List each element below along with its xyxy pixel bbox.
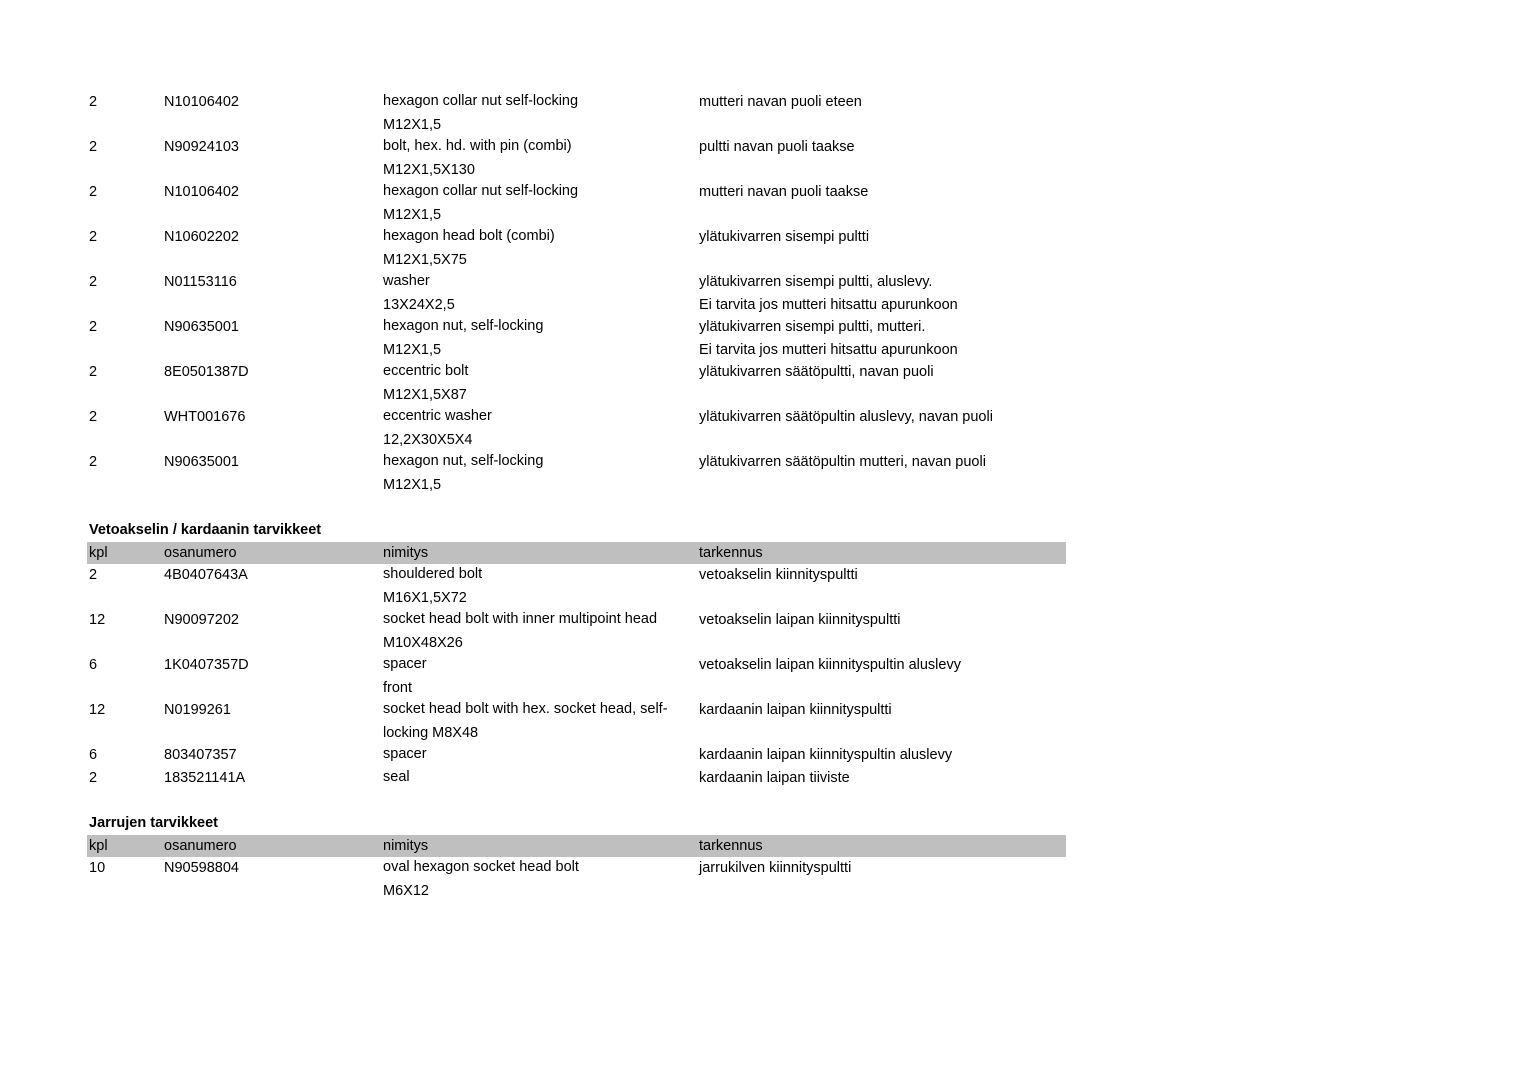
table-row xyxy=(89,361,1066,406)
table-row xyxy=(89,857,1066,902)
header-kpl: kpl xyxy=(89,544,108,561)
table-row xyxy=(89,406,1066,451)
tarkennus-line: ylätukivarren sisempi pultti xyxy=(699,229,870,245)
cell-tarkennus xyxy=(699,609,901,632)
header-nimitys: nimitys xyxy=(383,837,429,854)
nimitys-line: hexagon nut, self-locking xyxy=(383,318,544,334)
tarkennus-line: ylätukivarren säätöpultti, navan puoli xyxy=(699,364,934,380)
tarkennus-line: ylätukivarren sisempi pultti, mutteri. xyxy=(699,319,926,335)
table-row xyxy=(89,744,1066,767)
cell-kpl: 2 xyxy=(89,454,98,470)
cell-nimitys xyxy=(383,857,579,902)
section-rows xyxy=(89,857,1066,902)
cell-kpl: 2 xyxy=(89,769,98,786)
tarkennus-line: kardaanin laipan tiiviste xyxy=(699,769,850,786)
row-spacer xyxy=(89,789,1066,812)
table-row xyxy=(89,564,1066,609)
tarkennus-line: Ei tarvita jos mutteri hitsattu apurunkoon xyxy=(699,341,958,358)
cell-nimitys xyxy=(383,361,468,406)
table-row xyxy=(89,609,1066,654)
nimitys-line: locking M8X48 xyxy=(383,724,479,741)
cell-osanumero: N10106402 xyxy=(164,184,239,200)
tarkennus-line: jarrukilven kiinnityspultti xyxy=(699,860,852,876)
cell-nimitys xyxy=(383,609,657,654)
cell-tarkennus xyxy=(699,316,958,361)
cell-kpl: 12 xyxy=(89,702,106,718)
cell-kpl: 2 xyxy=(89,364,98,380)
cell-osanumero: 803407357 xyxy=(164,747,237,763)
cell-osanumero: N01153116 xyxy=(164,274,237,290)
tarkennus-line: vetoakselin laipan kiinnityspultti xyxy=(699,612,901,628)
cell-nimitys xyxy=(383,767,410,790)
tarkennus-line: mutteri navan puoli taakse xyxy=(699,184,869,200)
tarkennus-line: ylätukivarren säätöpultin mutteri, navan puoli xyxy=(699,454,986,470)
nimitys-line: M10X48X26 xyxy=(383,634,463,651)
cell-kpl: 2 xyxy=(89,229,98,245)
row-spacer xyxy=(89,496,1066,519)
cell-kpl: 2 xyxy=(89,319,98,335)
cell-kpl: 6 xyxy=(89,657,98,673)
tarkennus-line: vetoakselin laipan kiinnityspultin aluslevy xyxy=(699,657,961,673)
header-tarkennus: tarkennus xyxy=(699,837,763,854)
cell-nimitys xyxy=(383,564,482,609)
cell-tarkennus xyxy=(699,361,934,384)
tarkennus-line: Ei tarvita jos mutteri hitsattu apurunkoon xyxy=(699,296,958,313)
cell-tarkennus xyxy=(699,744,952,767)
nimitys-line: bolt, hex. hd. with pin (combi) xyxy=(383,138,572,154)
table-row xyxy=(89,91,1066,136)
cell-tarkennus xyxy=(699,226,869,249)
table-row xyxy=(89,767,1066,790)
cell-osanumero: 183521141A xyxy=(164,769,246,786)
header-tarkennus: tarkennus xyxy=(699,544,763,561)
table-row xyxy=(89,699,1066,744)
table-row xyxy=(89,136,1066,181)
cell-tarkennus xyxy=(699,181,868,204)
cell-tarkennus xyxy=(699,271,958,316)
header-kpl: kpl xyxy=(89,837,108,854)
table-row xyxy=(89,271,1066,316)
nimitys-line: hexagon nut, self-locking xyxy=(383,453,544,469)
tarkennus-line: vetoakselin kiinnityspultti xyxy=(699,567,858,583)
cell-kpl: 2 xyxy=(89,184,98,200)
nimitys-line: M6X12 xyxy=(383,882,429,899)
cell-nimitys xyxy=(383,699,668,744)
cell-osanumero: N90635001 xyxy=(164,454,239,470)
cell-kpl: 10 xyxy=(89,860,106,876)
nimitys-line: hexagon collar nut self-locking xyxy=(383,93,579,109)
section-rows xyxy=(89,564,1066,789)
nimitys-line: spacer xyxy=(383,656,427,672)
cell-nimitys xyxy=(383,744,427,767)
cell-osanumero: N90097202 xyxy=(164,612,239,628)
cell-tarkennus xyxy=(699,767,850,790)
nimitys-line: eccentric washer xyxy=(383,408,492,424)
table-row xyxy=(89,181,1066,226)
nimitys-line: M12X1,5 xyxy=(383,116,442,133)
column-header-row xyxy=(87,542,1066,565)
cell-osanumero: N90924103 xyxy=(164,139,239,155)
cell-osanumero: WHT001676 xyxy=(164,409,246,425)
cell-tarkennus xyxy=(699,451,986,474)
cell-nimitys xyxy=(383,181,578,226)
cell-tarkennus xyxy=(699,857,851,880)
cell-osanumero: 8E0501387D xyxy=(164,364,249,380)
header-nimitys: nimitys xyxy=(383,544,429,561)
nimitys-line: 12,2X30X5X4 xyxy=(383,431,473,448)
cell-kpl: 2 xyxy=(89,139,98,155)
nimitys-line: socket head bolt with inner multipoint head xyxy=(383,611,658,627)
nimitys-line: M12X1,5 xyxy=(383,476,442,493)
cell-kpl: 2 xyxy=(89,94,98,110)
nimitys-line: oval hexagon socket head bolt xyxy=(383,859,579,875)
tarkennus-line: kardaanin laipan kiinnityspultti xyxy=(699,702,892,718)
tarkennus-line: pultti navan puoli taakse xyxy=(699,139,855,155)
nimitys-line: washer xyxy=(383,273,430,289)
cell-kpl: 12 xyxy=(89,612,106,628)
cell-tarkennus xyxy=(699,406,993,429)
tarkennus-line: kardaanin laipan kiinnityspultin aluslevy xyxy=(699,747,953,763)
cell-osanumero: N10106402 xyxy=(164,94,239,110)
nimitys-line: eccentric bolt xyxy=(383,363,469,379)
cell-tarkennus xyxy=(699,91,862,114)
cell-osanumero: N90598804 xyxy=(164,860,239,876)
section-title: Jarrujen tarvikkeet xyxy=(89,815,218,831)
cell-osanumero: 1K0407357D xyxy=(164,657,249,673)
parts-sheet xyxy=(89,91,1066,902)
cell-tarkennus xyxy=(699,654,961,677)
nimitys-line: spacer xyxy=(383,746,427,762)
table-row xyxy=(89,451,1066,496)
table-row xyxy=(89,316,1066,361)
table-row xyxy=(89,654,1066,699)
cell-kpl: 2 xyxy=(89,274,98,290)
nimitys-line: M12X1,5 xyxy=(383,341,442,358)
cell-nimitys xyxy=(383,271,455,316)
cell-tarkennus xyxy=(699,564,858,587)
header-osanumero: osanumero xyxy=(164,837,237,854)
cell-tarkennus xyxy=(699,699,892,722)
nimitys-line: M12X1,5X75 xyxy=(383,251,467,268)
cell-osanumero: N90635001 xyxy=(164,319,239,335)
cell-tarkennus xyxy=(699,136,855,159)
nimitys-line: seal xyxy=(383,768,410,785)
nimitys-line: shouldered bolt xyxy=(383,566,483,582)
nimitys-line: M12X1,5 xyxy=(383,206,442,223)
section-suspension-parts xyxy=(89,91,1066,496)
cell-osanumero: N10602202 xyxy=(164,229,239,245)
cell-osanumero: N0199261 xyxy=(164,702,231,718)
header-osanumero: osanumero xyxy=(164,544,237,561)
cell-kpl: 6 xyxy=(89,747,98,763)
nimitys-line: hexagon head bolt (combi) xyxy=(383,228,555,244)
tarkennus-line: ylätukivarren sisempi pultti, aluslevy. xyxy=(699,274,933,290)
cell-nimitys xyxy=(383,226,555,271)
nimitys-line: 13X24X2,5 xyxy=(383,296,455,313)
nimitys-line: hexagon collar nut self-locking xyxy=(383,183,579,199)
cell-nimitys xyxy=(383,451,543,496)
column-header-row xyxy=(87,835,1066,858)
tarkennus-line: ylätukivarren säätöpultin aluslevy, navan puoli xyxy=(699,409,993,425)
cell-nimitys xyxy=(383,91,578,136)
nimitys-line: M12X1,5X130 xyxy=(383,161,475,178)
section-title: Vetoakselin / kardaanin tarvikkeet xyxy=(89,522,322,538)
nimitys-line: M12X1,5X87 xyxy=(383,386,467,403)
cell-nimitys xyxy=(383,316,543,361)
nimitys-line: M16X1,5X72 xyxy=(383,589,467,606)
cell-kpl: 2 xyxy=(89,409,98,425)
table-row xyxy=(89,226,1066,271)
nimitys-line: socket head bolt with hex. socket head, self- xyxy=(383,701,668,717)
cell-osanumero: 4B0407643A xyxy=(164,567,248,583)
cell-nimitys xyxy=(383,406,492,451)
nimitys-line: front xyxy=(383,679,413,696)
section-driveshaft-parts xyxy=(89,519,1066,789)
cell-nimitys xyxy=(383,136,572,181)
section-brake-parts xyxy=(89,812,1066,902)
cell-kpl: 2 xyxy=(89,567,98,583)
cell-nimitys xyxy=(383,654,427,699)
tarkennus-line: mutteri navan puoli eteen xyxy=(699,94,862,110)
